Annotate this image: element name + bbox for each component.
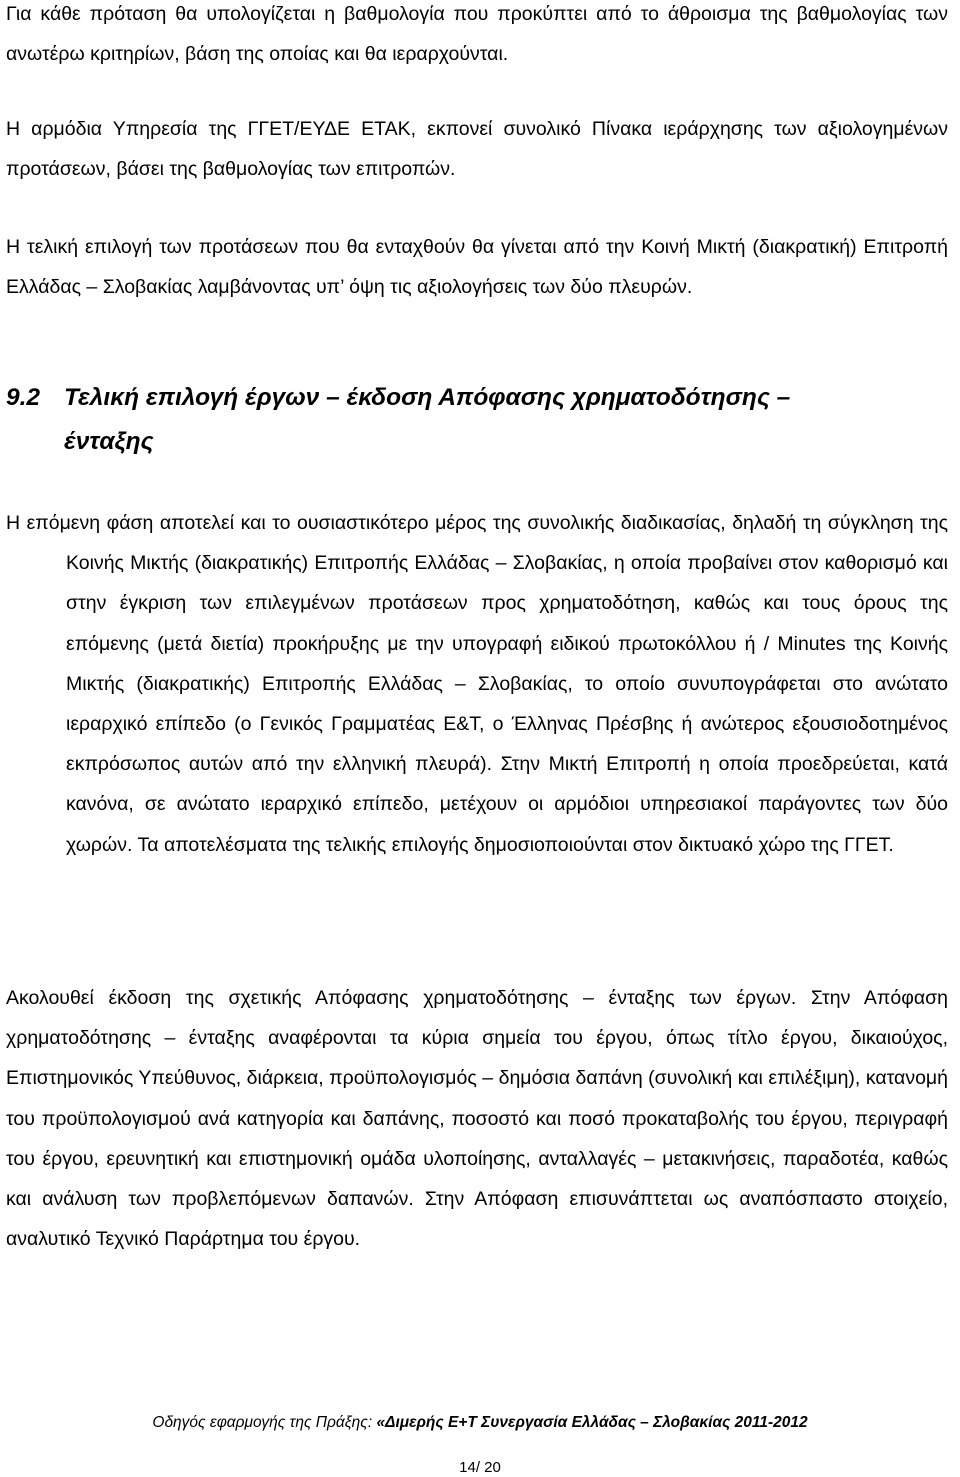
section-heading [6, 376, 948, 464]
footer-title [0, 1413, 960, 1433]
paragraph-ranking-table: Η αρμόδια Υπηρεσία της ΓΓΕΤ/ΕΥΔΕ ΕΤΑΚ, εκπονεί συνολικό Πίνακα ιεράρχησης των αξιολογημένων προτάσεων, βάσει της βαθμολογίας των επιτροπών. [6, 118, 948, 180]
page-number: 14/ 20 [459, 1459, 501, 1476]
section-number: 9.2 [6, 384, 41, 411]
section-title-line1: Τελική επιλογή έργων – έκδοση Απόφασης χρηματοδότησης – [64, 384, 791, 411]
footer-prefix: Οδηγός εφαρμογής της Πράξης: [152, 1414, 377, 1431]
section-title-line2: ένταξης [64, 428, 154, 455]
paragraph-scoring: Για κάθε πρόταση θα υπολογίζεται η βαθμολογία που προκύπτει από το άθροισμα της βαθμολογίας των ανωτέρω κριτηρίων, βάση της οποίας και θα ιεραρχούνται. [6, 3, 948, 65]
paragraph-joint-committee: Η επόμενη φάση αποτελεί και το ουσιαστικότερο μέρος της συνολικής διαδικασίας, δηλαδή τη σύγκληση της Κοινής Μικτής (διακρατικής) Επιτροπής Ελλάδας – Σλοβακίας, η οποία προβαίνει στον καθορισμό και στην έγκριση των επιλεγμένων προτάσεων προς χρηματοδότηση, καθώς και τους όρους της επόμενης (μετά διετία) προκήρυξης με την υπογραφή ειδικού πρωτοκόλλου ή / Minutes της Κοινής Μικτής (διακρατικής) Επιτροπής Ελλάδας – Σλοβακίας, το οποίο συνυπογράφεται στο ανώτατο ιεραρχικό επίπεδο (ο Γενικός Γραμματέας Ε&Τ, ο Έλληνας Πρέσβης ή ανώτερος εξουσιοδοτημένος εκπρόσωπος αυτών από την ελληνική πλευρά). Στην Μικτή Επιτροπή η οποία προεδρεύεται, κατά κανόνα, σε ανώτατο ιεραρχικό επίπεδο, μετέχουν οι αρμόδιοι υπηρεσιακοί παράγοντες των δύο χωρών. Τα αποτελέσματα της τελικής επιλογής δημοσιοποιούνται στον δικτυακό χώρο της ΓΓΕΤ. [6, 512, 948, 856]
paragraph-final-selection: Η τελική επιλογή των προτάσεων που θα ενταχθούν θα γίνεται από την Κοινή Μικτή (διακρατική) Επιτροπή Ελλάδας – Σλοβακίας λαμβάνοντας υπ’ όψη τις αξιολογήσεις των δύο πλευρών. [6, 236, 948, 298]
paragraph-funding-decision: Ακολουθεί έκδοση της σχετικής Απόφασης χρηματοδότησης – ένταξης των έργων. Στην Απόφαση χρηματοδότησης – ένταξης αναφέρονται τα κύρια σημεία του έργου, όπως τίτλο έργου, δικαιούχος, Επιστημονικός Υπεύθυνος, διάρκεια, προϋπολογισμός – δημόσια δαπάνη (συνολική και επιλέξιμη), κατανομή του προϋπολογισμού ανά κατηγορία και δαπάνης, ποσοστό και ποσό προκαταβολής του έργου, περιγραφή του έργου, ερευνητική και επιστημονική ομάδα υλοποίησης, ανταλλαγές – μετακινήσεις, παραδοτέα, καθώς και ανάλυση των προβλεπόμενων δαπανών. Στην Απόφαση επισυνάπτεται ως αναπόσπαστο στοιχείο, αναλυτικό Τεχνικό Παράρτημα του έργου. [6, 987, 948, 1251]
footer-program-name: «Διμερής Ε+Τ Συνεργασία Ελλάδας – Σλοβακίας 2011-2012 [376, 1414, 808, 1431]
